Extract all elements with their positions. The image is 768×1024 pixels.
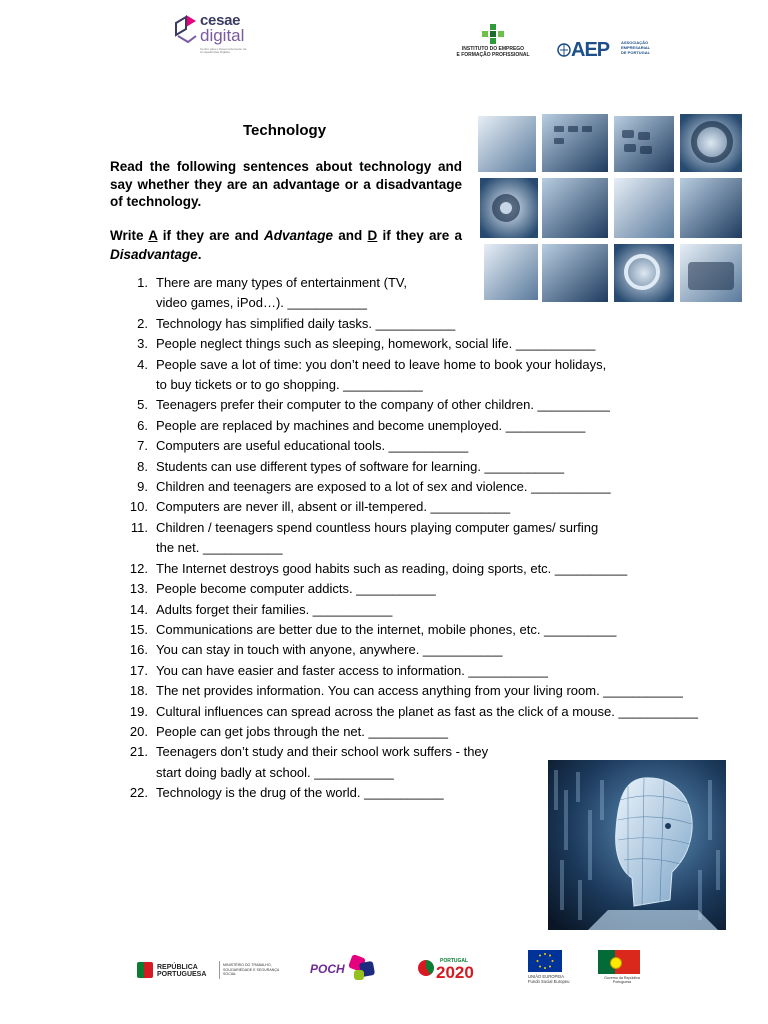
aep-logo xyxy=(557,38,661,62)
item-number: 12. xyxy=(129,560,148,576)
item-text: Communications are better due to the internet, mobile phones, etc. __________ xyxy=(156,621,617,637)
iefp-logo-line1: INSTITUTO DO EMPREGO xyxy=(461,46,525,52)
item-text: People neglect things such as sleeping, homework, social life. ___________ xyxy=(156,336,596,352)
list-item xyxy=(110,661,750,681)
list-item xyxy=(110,497,750,517)
ptgov-line2: Portuguesa xyxy=(612,980,632,985)
instruction-part-5: . xyxy=(197,247,202,262)
list-item xyxy=(110,477,750,497)
list-item xyxy=(110,314,750,334)
item-number: 19. xyxy=(129,703,148,719)
item-text: Technology is the drug of the world. ___________ xyxy=(156,785,444,801)
item-text-continued: video games, iPod…). ___________ xyxy=(156,295,368,311)
item-text-continued: the net. ___________ xyxy=(156,540,283,556)
republica-divider xyxy=(219,961,220,979)
list-item xyxy=(110,579,750,599)
list-item xyxy=(110,518,750,559)
digital-head-image xyxy=(548,760,726,930)
list-item xyxy=(110,702,750,722)
item-text: People can get jobs through the net. ___________ xyxy=(156,723,449,739)
item-number: 13. xyxy=(129,581,148,597)
item-number: 8. xyxy=(137,458,148,474)
item-text-continued: to buy tickets or to go shopping. ___________ xyxy=(156,377,423,393)
item-text: There are many types of entertainment (TV, xyxy=(156,275,407,290)
item-text: Students can use different types of software for learning. ___________ xyxy=(156,458,565,474)
item-number: 11. xyxy=(130,519,148,535)
list-item xyxy=(110,436,750,456)
item-number: 9. xyxy=(137,479,148,495)
item-text: Teenagers prefer their computer to the company of other children. __________ xyxy=(156,397,610,413)
list-item xyxy=(110,722,750,742)
portugal-2020-logo xyxy=(418,950,498,986)
item-text: Children and teenagers are exposed to a lot of sex and violence. ___________ xyxy=(156,479,611,495)
portuguese-government-logo xyxy=(598,950,644,986)
item-number: 5. xyxy=(137,397,148,413)
instruction-part-2: if they are and xyxy=(157,228,264,243)
instruction-disadvantage: Disadvantage xyxy=(110,247,198,262)
list-item xyxy=(110,334,750,354)
instruction-advantage: Advantage xyxy=(263,228,334,243)
page-title: Technology xyxy=(243,122,327,139)
instruction-part-1: Write xyxy=(110,228,149,243)
portugal-2020-big-text: 2020 xyxy=(436,963,474,982)
item-text: Adults forget their families. ___________ xyxy=(156,601,393,617)
aep-logo-name: AEP xyxy=(571,39,610,61)
eu-line2: Fundo Social Europeu xyxy=(528,979,570,984)
list-item xyxy=(110,681,750,701)
list-item xyxy=(110,640,750,660)
item-number: 18. xyxy=(129,683,148,699)
portugal-2020-swirl-icon xyxy=(418,960,434,976)
list-item xyxy=(110,559,750,579)
instruction-part-4: if they are a xyxy=(377,228,462,243)
list-item xyxy=(110,457,750,477)
item-text: Computers are useful educational tools. ___________ xyxy=(156,438,469,454)
item-number: 4. xyxy=(137,356,148,372)
aep-logo-line2: EMPRESARIAL xyxy=(621,45,651,50)
list-item xyxy=(110,273,750,314)
cesae-logo-tagline: Centro para o Desenvolvimento de Competências Digitais xyxy=(200,47,247,54)
item-number: 7. xyxy=(137,438,148,454)
portugal-2020-small-text: PORTUGAL xyxy=(440,958,469,964)
item-number: 21. xyxy=(129,744,148,760)
item-number: 1. xyxy=(137,275,148,290)
item-number: 6. xyxy=(137,417,148,433)
instruction-letter-d: D xyxy=(367,228,378,243)
republica-portuguesa-logo xyxy=(137,950,280,986)
republica-line2: PORTUGUESA xyxy=(157,971,207,978)
list-item xyxy=(110,355,750,396)
item-number: 16. xyxy=(129,642,148,658)
item-text: You can stay in touch with anyone, anywhere. ___________ xyxy=(156,642,503,658)
item-number: 15. xyxy=(129,621,148,637)
item-text: People save a lot of time: you don’t need to leave home to book your holidays, xyxy=(156,356,607,372)
item-text: Teenagers don’t study and their school work suffers - they xyxy=(156,744,489,760)
instruction-paragraph xyxy=(110,226,462,264)
poch-logo-text: POCH xyxy=(310,962,345,976)
item-number: 22. xyxy=(129,785,148,801)
republica-ministry: MINISTÉRIO DO TRABALHO, SOLIDARIEDADE E SEGURANÇA SOCIAL xyxy=(223,963,280,976)
iefp-logo-mark-icon xyxy=(482,24,504,44)
cesae-logo-mark-icon xyxy=(174,14,198,44)
list-item xyxy=(110,395,750,415)
republica-shield-icon xyxy=(137,962,153,978)
eu-flag-icon xyxy=(528,950,562,972)
iefp-logo xyxy=(456,24,530,64)
sentence-list xyxy=(110,273,750,804)
eu-line1: UNIÃO EUROPEIA xyxy=(528,974,565,979)
item-number: 17. xyxy=(129,662,148,678)
item-number: 20. xyxy=(129,723,148,739)
republica-line1: REPÚBLICA xyxy=(157,964,198,971)
intro-paragraph: Read the following sentences about technology and say whether they are an advantage or a disadvantage of technology. xyxy=(110,159,462,209)
instruction-letter-a: A xyxy=(148,228,158,243)
poch-logo xyxy=(310,950,382,986)
aep-logo-line1: ASSOCIAÇÃO xyxy=(621,40,649,45)
item-text: Children / teenagers spend countless hours playing computer games/ surfing xyxy=(156,519,599,535)
list-item xyxy=(110,416,750,436)
european-union-logo xyxy=(528,950,588,986)
item-number: 10. xyxy=(129,499,148,515)
item-text: Cultural influences can spread across the planet as fast as the click of a mouse. ___________ xyxy=(156,703,698,719)
instruction-part-3: and xyxy=(333,228,368,243)
aep-logo-mark-icon xyxy=(557,41,571,59)
cesae-logo-sub: digital xyxy=(200,26,245,45)
cesae-logo-name: cesae xyxy=(200,12,241,29)
item-text-continued: start doing badly at school. ___________ xyxy=(156,764,394,780)
item-text: Technology has simplified daily tasks. ___________ xyxy=(156,315,456,331)
item-text: The Internet destroys good habits such as reading, doing sports, etc. __________ xyxy=(156,560,628,576)
item-text: People become computer addicts. ___________ xyxy=(156,581,436,597)
item-number: 3. xyxy=(137,336,148,352)
item-text: People are replaced by machines and become unemployed. ___________ xyxy=(156,417,586,433)
aep-logo-line3: DE PORTUGAL xyxy=(621,50,651,55)
list-item xyxy=(110,600,750,620)
item-text: You can have easier and faster access to information. ___________ xyxy=(156,662,548,678)
iefp-logo-line2: E FORMAÇÃO PROFISSIONAL xyxy=(456,52,530,58)
cesae-digital-logo xyxy=(174,12,254,60)
item-text: Computers are never ill, absent or ill-tempered. ___________ xyxy=(156,499,511,515)
item-number: 14. xyxy=(129,601,148,617)
list-item xyxy=(110,620,750,640)
item-text: The net provides information. You can access anything from your living room. ___________ xyxy=(156,683,683,699)
portugal-flag-icon xyxy=(598,950,640,974)
ptgov-line1: Governo da República xyxy=(604,976,640,980)
poch-shape-icon xyxy=(354,970,364,980)
item-number: 2. xyxy=(137,315,148,331)
